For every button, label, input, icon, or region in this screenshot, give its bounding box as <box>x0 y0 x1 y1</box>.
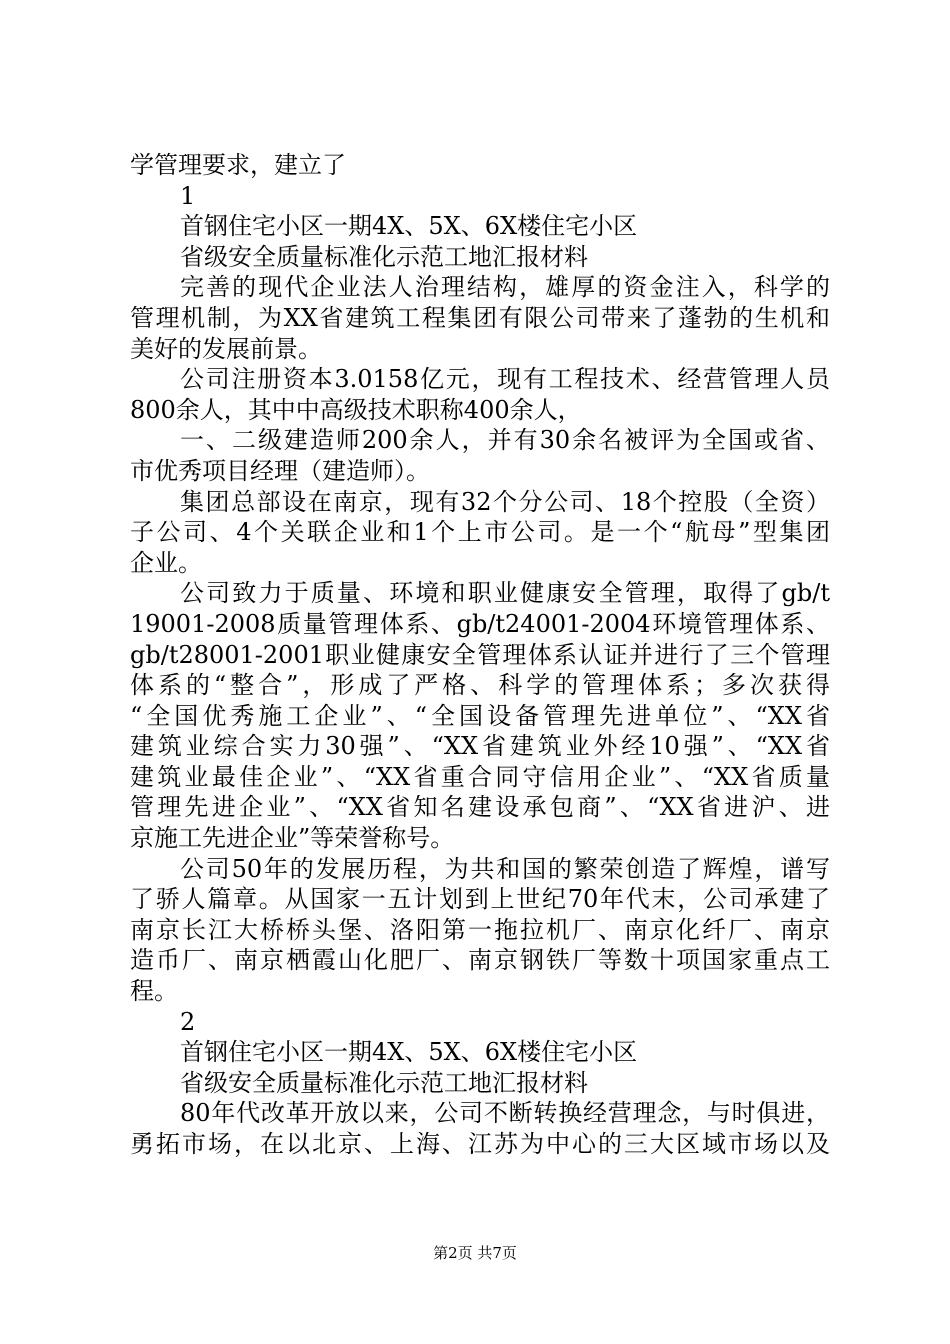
text-line: 南京长江大桥桥头堡、洛阳第一拖拉机厂、南京化纤厂、南京 <box>130 915 830 944</box>
text-line: 造币厂、南京栖霞山化肥厂、南京钢铁厂等数十项国家重点工 <box>130 946 830 975</box>
page-indicator: 第2页 共7页 <box>433 1244 517 1262</box>
text-line: 了骄人篇章。从国家一五计划到上世纪70年代末，公司承建了 <box>130 885 830 914</box>
section-header: 首钢住宅小区一期4X、5X、6X楼住宅小区 <box>180 1038 638 1067</box>
text-line: “全国优秀施工企业”、“全国设备管理先进单位”、“XX省 <box>130 701 830 730</box>
page-footer <box>0 1243 950 1263</box>
text-line: 公司注册资本3.0158亿元，现有工程技术、经营管理人员 <box>180 365 830 394</box>
text-line: 一、二级建造师200余人，并有30余名被评为全国或省、 <box>180 426 830 455</box>
text-line: 市优秀项目经理（建造师）。 <box>130 456 430 485</box>
text-line: 管理机制，为XX省建筑工程集团有限公司带来了蓬勃的生机和 <box>130 303 830 332</box>
text-line: 建筑业最佳企业”、“XX省重合同守信用企业”、“XX省质量 <box>130 762 830 791</box>
section-subheader: 省级安全质量标准化示范工地汇报材料 <box>180 1068 588 1097</box>
text-line: 集团总部设在南京，现有32个分公司、18个控股（全资） <box>180 487 830 516</box>
text-line: 19001-2008质量管理体系、gb/t24001-2004环境管理体系、 <box>130 609 830 638</box>
text-line: 800余人，其中中高级技术职称400余人， <box>130 395 582 424</box>
text-line: gb/t28001-2001职业健康安全管理体系认证并进行了三个管理 <box>130 640 830 669</box>
text-line: 公司50年的发展历程，为共和国的繁荣创造了辉煌，谱写 <box>180 854 830 883</box>
text-line: 学管理要求，建立了 <box>130 151 346 179</box>
text-line: 子公司、4个关联企业和1个上市公司。是一个“航母”型集团 <box>130 518 830 547</box>
text-line: 管理先进企业”、“XX省知名建设承包商”、“XX省进沪、进 <box>130 793 830 822</box>
text-line: 勇拓市场，在以北京、上海、江苏为中心的三大区域市场以及 <box>130 1130 830 1158</box>
text-line: 程。 <box>130 977 178 1006</box>
text-line: 体系的“整合”，形成了严格、科学的管理体系；多次获得 <box>130 671 830 700</box>
text-line: 公司致力于质量、环境和职业健康安全管理，取得了gb/t <box>180 579 830 608</box>
text-line: 美好的发展前景。 <box>130 334 322 363</box>
text-line: 80年代改革开放以来，公司不断转换经营理念，与时俱进， <box>180 1099 830 1128</box>
text-line: 建筑业综合实力30强”、“XX省建筑业外经10强”、“XX省 <box>130 732 830 761</box>
section-subheader: 省级安全质量标准化示范工地汇报材料 <box>180 242 588 271</box>
text-line: 企业。 <box>130 548 202 577</box>
page-number-marker: 1 <box>180 181 196 210</box>
section-header: 首钢住宅小区一期4X、5X、6X楼住宅小区 <box>180 212 638 241</box>
text-line: 完善的现代企业法人治理结构，雄厚的资金注入，科学的 <box>180 273 830 302</box>
page-number-marker: 2 <box>180 1007 196 1036</box>
document-body <box>130 150 830 1160</box>
text-line: 京施工先进企业”等荣誉称号。 <box>130 824 455 853</box>
